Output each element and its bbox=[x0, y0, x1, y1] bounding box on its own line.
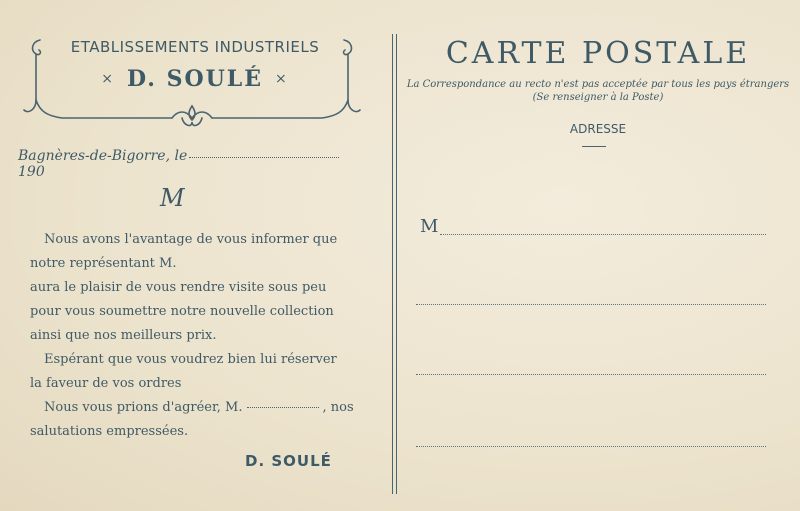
address-line bbox=[416, 374, 766, 375]
company-name bbox=[0, 66, 390, 92]
address-line bbox=[416, 304, 766, 305]
letter-body bbox=[30, 228, 370, 444]
body-line: notre représentant M. bbox=[30, 256, 177, 271]
signature: D. SOULÉ bbox=[245, 452, 332, 470]
company-name-text: D. SOULÉ bbox=[126, 66, 264, 92]
body-line: pour vous soumettre notre nouvelle collection bbox=[30, 304, 334, 319]
address-prefix: M bbox=[420, 216, 439, 237]
body-line: ainsi que nos meilleurs prix. bbox=[30, 328, 217, 343]
address-side bbox=[396, 0, 800, 511]
date-blank bbox=[189, 157, 339, 158]
body-line: Espérant que vous voudrez bien lui réserver bbox=[44, 352, 337, 367]
closing-start: Nous vous prions d'agréer, M. bbox=[44, 400, 243, 415]
address-heading-rule bbox=[582, 146, 606, 147]
body-line: aura le plaisir de vous rendre visite sous peu bbox=[30, 280, 327, 295]
address-line bbox=[416, 446, 766, 447]
body-line: la faveur de vos ordres bbox=[30, 376, 182, 391]
ornament-cross-left: × bbox=[101, 71, 115, 87]
year-suffix: 190 bbox=[18, 164, 45, 180]
closing-line bbox=[30, 396, 370, 420]
ornament-cross-right: × bbox=[275, 71, 289, 87]
address-heading: ADRESSE bbox=[569, 122, 627, 136]
salutation: M bbox=[160, 184, 185, 212]
address-line bbox=[440, 234, 766, 235]
closing-end: , nos bbox=[322, 400, 354, 415]
carte-postale-title: CARTE POSTALE bbox=[445, 36, 751, 71]
body-line: Nous avons l'avantage de vous informer que bbox=[44, 232, 338, 247]
place-date-line bbox=[18, 148, 358, 180]
postal-note-line1: La Correspondance au recto n'est pas acceptée par tous les pays étrangers bbox=[406, 79, 790, 90]
name-blank bbox=[247, 407, 319, 408]
postal-note-line2: (Se renseigner à la Poste) bbox=[532, 92, 664, 103]
message-side bbox=[0, 0, 390, 511]
place-label: Bagnères-de-Bigorre, le bbox=[18, 148, 188, 164]
postal-note bbox=[396, 78, 800, 104]
closing-last-line: salutations empressées. bbox=[30, 424, 189, 439]
company-heading: ETABLISSEMENTS INDUSTRIELS bbox=[70, 38, 320, 56]
